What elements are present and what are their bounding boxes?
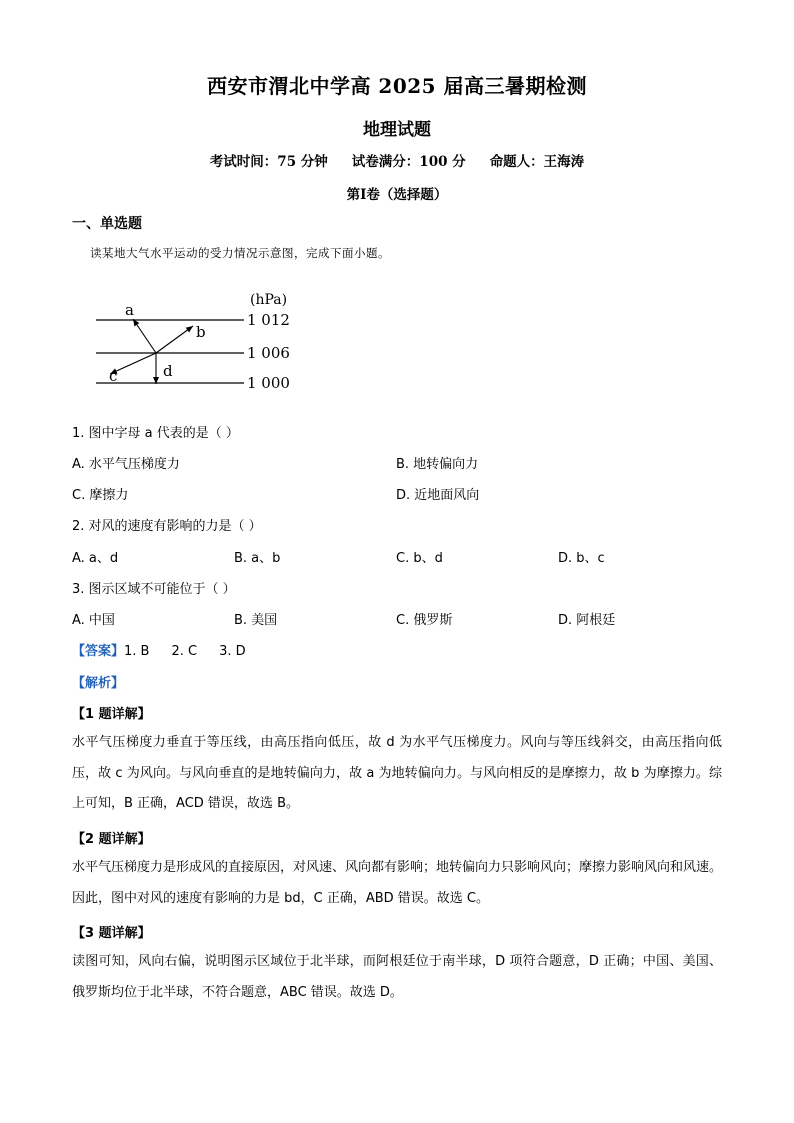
label-b: b xyxy=(196,323,206,341)
isobar-label-1006: 1 006 xyxy=(247,344,290,362)
detail-1-text: 水平气压梯度力垂直于等压线，由高压指向低压，故 d 为水平气压梯度力。风向与等压线斜交，由高压指向低压，故 c 为风向。与风向垂直的是地转偏向力，故 a 为地转偏向力。与风向相反的是摩擦力，故 b 为摩擦力。综上可知，B 正确，ACD 错误，故选 B。 xyxy=(72,735,722,811)
unit-label: (hPa) xyxy=(250,292,288,308)
question-1: 1. 图中字母 a 代表的是（ ） xyxy=(72,426,239,441)
q2-option-a: A. a、d xyxy=(72,551,119,566)
section-intro: 读某地大气水平运动的受力情况示意图，完成下面小题。 xyxy=(90,246,390,260)
q2-option-c: C. b、d xyxy=(396,551,443,566)
q3-option-c: C. 俄罗斯 xyxy=(396,613,453,628)
detail-1-header: 【1 题详解】 xyxy=(72,707,151,722)
detail-2-text: 水平气压梯度力是形成风的直接原因，对风速、风向都有影响；地转偏向力只影响风向；摩擦力影响风向和风速。因此，图中对风的速度有影响的力是 bd，C 正确，ABD 错误。故选 C。 xyxy=(72,860,723,906)
exam-title: 西安市渭北中学高 2025 届高三暑期检测 xyxy=(206,74,588,98)
q1-option-a: A. 水平气压梯度力 xyxy=(72,457,180,472)
q3-option-b: B. 美国 xyxy=(234,613,278,628)
detail-3-header: 【3 题详解】 xyxy=(72,926,151,941)
exam-info xyxy=(0,150,794,170)
part-title: 第Ⅰ卷（选择题） xyxy=(346,187,448,203)
answer-1: 1. B xyxy=(124,644,150,659)
label-c: c xyxy=(109,367,118,385)
isobar-label-1000: 1 000 xyxy=(247,374,290,392)
exam-subtitle: 地理试题 xyxy=(363,120,431,140)
arrow-a xyxy=(133,319,156,353)
q1-option-b: B. 地转偏向力 xyxy=(396,457,479,472)
q2-option-b: B. a、b xyxy=(234,551,281,566)
q3-option-d: D. 阿根廷 xyxy=(558,613,616,628)
force-diagram xyxy=(90,285,310,395)
q1-option-d: D. 近地面风向 xyxy=(396,488,480,503)
detail-3-text: 读图可知，风向右偏，说明图示区域位于北半球，而阿根廷位于南半球，D 项符合题意，D 正确；中国、美国、俄罗斯均位于北半球，不符合题意，ABC 错误。故选 D。 xyxy=(72,954,722,1000)
question-2: 2. 对风的速度有影响的力是（ ） xyxy=(72,519,262,534)
section-title: 一、单选题 xyxy=(72,216,142,232)
analysis-tag: 【解析】 xyxy=(72,676,125,691)
q3-option-a: A. 中国 xyxy=(72,613,115,628)
label-a: a xyxy=(125,301,134,319)
answer-3: 3. D xyxy=(219,644,246,659)
detail-2-header: 【2 题详解】 xyxy=(72,832,151,847)
answer-tag: 【答案】 xyxy=(72,644,125,659)
arrow-b xyxy=(156,326,193,353)
answer-line xyxy=(72,640,268,659)
q2-option-d: D. b、c xyxy=(558,551,605,566)
answer-2: 2. C xyxy=(171,644,198,659)
label-d: d xyxy=(163,362,173,380)
exam-time: 考试时间：75 分钟 xyxy=(209,154,328,170)
full-score: 试卷满分：100 分 xyxy=(351,154,466,170)
isobar-label-1012: 1 012 xyxy=(247,311,290,329)
question-3: 3. 图示区域不可能位于（ ） xyxy=(72,582,236,597)
author: 命题人：王海涛 xyxy=(489,154,585,170)
q1-option-c: C. 摩擦力 xyxy=(72,488,129,503)
